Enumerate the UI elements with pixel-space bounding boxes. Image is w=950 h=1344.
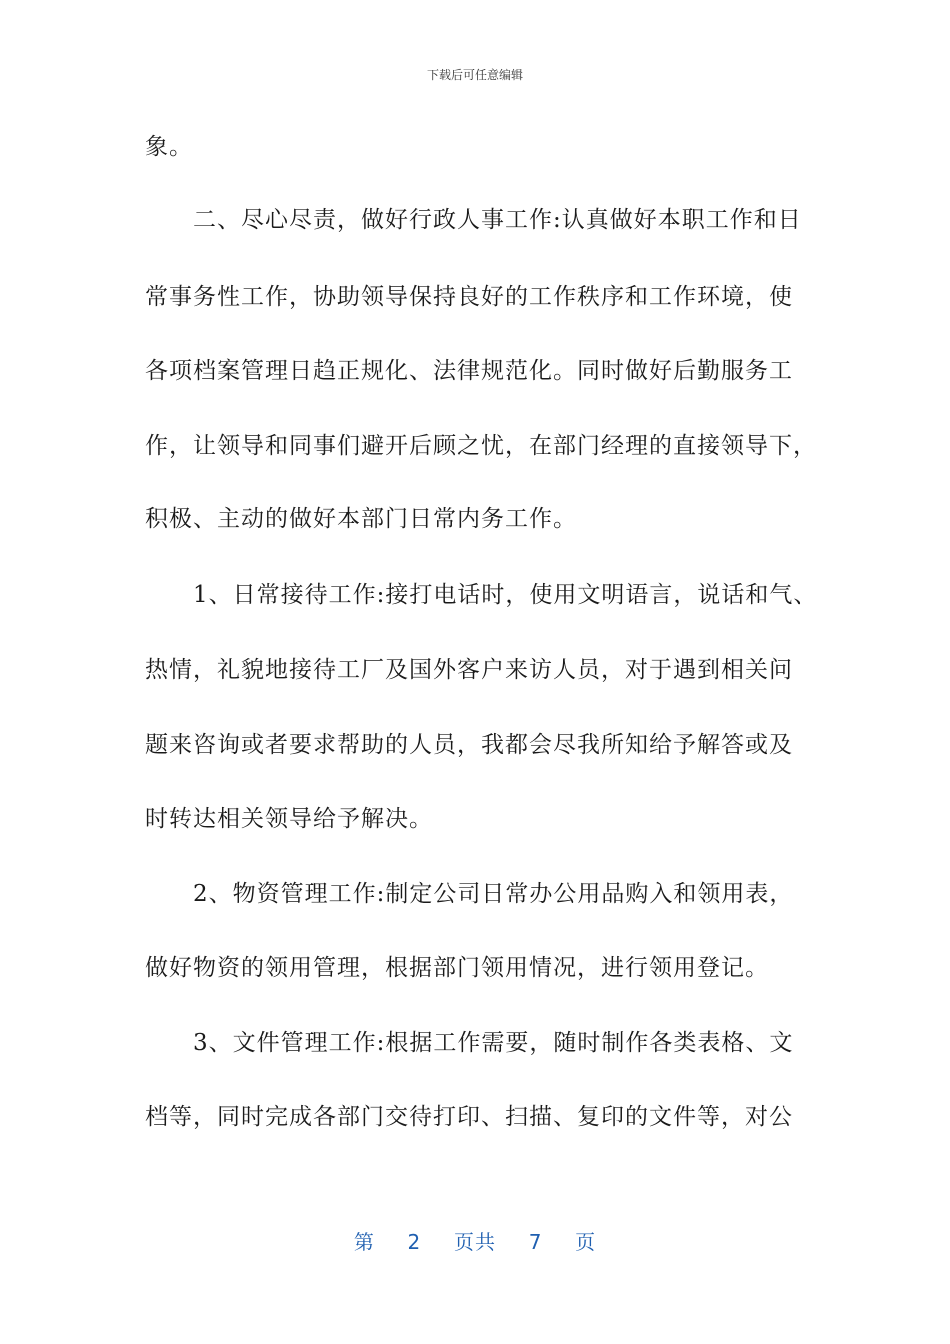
- text-line: 象。: [145, 134, 193, 160]
- text-line: 时转达相关领导给予解决。: [145, 806, 433, 832]
- text-line: 档等，同时完成各部门交待打印、扫描、复印的文件等，对公: [145, 1104, 793, 1130]
- text-line: 热情，礼貌地接待工厂及国外客户来访人员，对于遇到相关问: [145, 657, 793, 683]
- footer-page-number: 2: [407, 1230, 422, 1254]
- text-line: 二、尽心尽责，做好行政人事工作:认真做好本职工作和日: [145, 207, 802, 233]
- text-line: 做好物资的领用管理，根据部门领用情况，进行领用登记。: [145, 955, 769, 981]
- text-line: 题来咨询或者要求帮助的人员，我都会尽我所知给予解答或及: [145, 732, 793, 758]
- footer-suffix: 页: [575, 1230, 597, 1254]
- text-line: 3、文件管理工作:根据工作需要，随时制作各类表格、文: [145, 1030, 794, 1056]
- text-line: 常事务性工作，协助领导保持良好的工作秩序和工作环境，使: [145, 284, 793, 310]
- text-line: 积极、主动的做好本部门日常内务工作。: [145, 506, 577, 532]
- page-header: 下载后可任意编辑: [426, 68, 523, 82]
- page-footer: [0, 1226, 950, 1255]
- text-line: 2、物资管理工作:制定公司日常办公用品购入和领用表，: [145, 881, 794, 907]
- text-line: 各项档案管理日趋正规化、法律规范化。同时做好后勤服务工: [145, 358, 793, 384]
- footer-prefix: 第: [353, 1230, 375, 1254]
- text-line: 作，让领导和同事们避开后顾之忧，在部门经理的直接领导下，: [145, 433, 817, 459]
- footer-total-pages: 7: [528, 1230, 543, 1254]
- text-line: 1、日常接待工作:接打电话时，使用文明语言，说话和气、: [145, 582, 818, 608]
- footer-middle: 页共: [454, 1230, 496, 1254]
